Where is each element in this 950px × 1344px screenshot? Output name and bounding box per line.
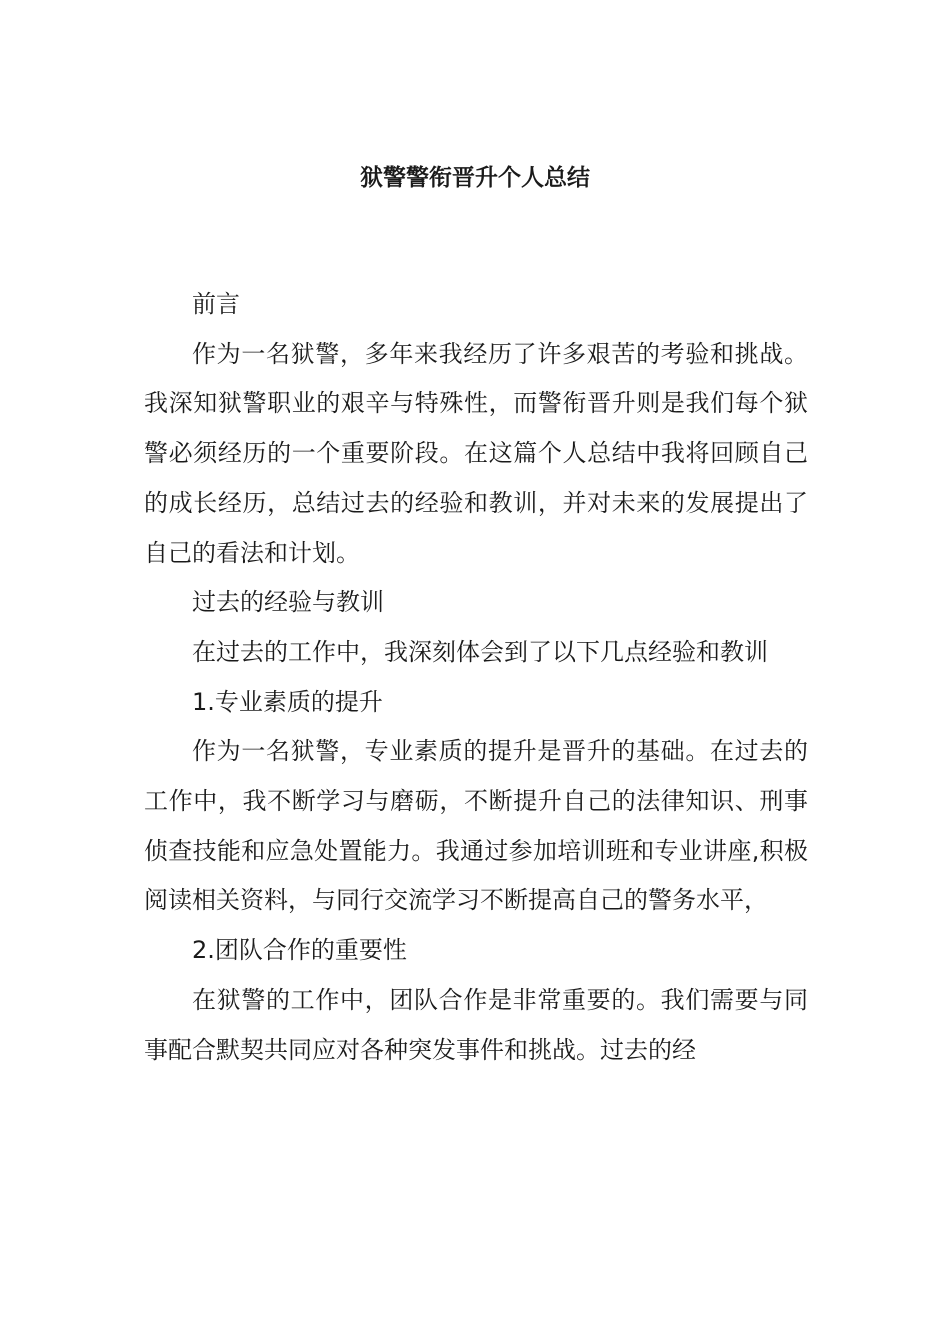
paragraph-professional-quality: 作为一名狱警，专业素质的提升是晋升的基础。在过去的工作中，我不断学习与磨砺，不断提升自己的法律知识、刑事侦查技能和应急处置能力。我通过参加培训班和专业讲座,积极阅读相关资料，与同行交流学习不断提高自己的警务水平， [144,737,808,915]
paragraph-experience-lead: 在过去的工作中，我深刻体会到了以下几点经验和教训 [192,637,768,666]
heading-preface: 前言 [192,290,240,318]
heading-past-experience: 过去的经验与教训 [192,588,384,617]
paragraph-teamwork: 在狱警的工作中，团队合作是非常重要的。我们需要与同事配合默契共同应对各种突发事件和挑战。过去的经 [144,985,808,1064]
document-title: 狱警警衔晋升个人总结 [360,165,590,191]
paragraph-intro: 作为一名狱警，多年来我经历了许多艰苦的考验和挑战。我深知狱警职业的艰辛与特殊性，而警衔晋升则是我们每个狱警必须经历的一个重要阶段。在这篇个人总结中我将回顾自己的成长经历，总结过去的经验和教训，并对未来的发展提出了自己的看法和计划。 [144,339,808,567]
document-body [144,280,808,1075]
heading-professional-quality: 1.专业素质的提升 [192,687,383,716]
heading-teamwork: 2.团队合作的重要性 [192,936,407,965]
